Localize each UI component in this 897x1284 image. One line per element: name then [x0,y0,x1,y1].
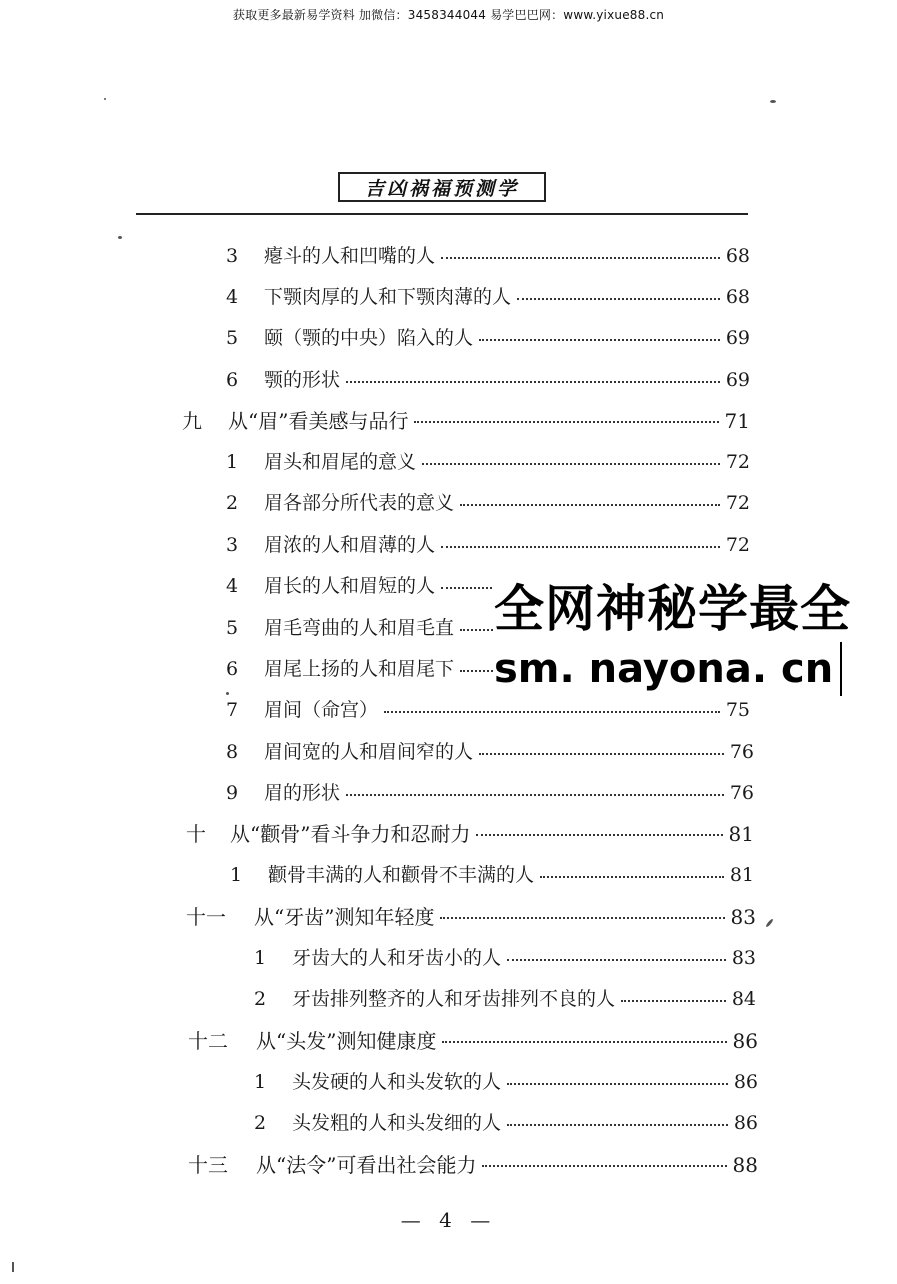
toc-entry[interactable] [226,778,754,808]
dot-leader [476,834,722,836]
toc-title: 瘪斗的人和凹嘴的人 [264,245,436,267]
toc-number: 6 [226,369,239,391]
toc-title: 眉浓的人和眉薄的人 [264,534,436,556]
toc-title: 牙齿大的人和牙齿小的人 [292,947,502,969]
toc-title: 牙齿排列整齐的人和牙齿排列不良的人 [292,988,616,1010]
scan-speck [226,692,229,695]
toc-title: 眉各部分所代表的意义 [264,492,455,514]
dot-leader [507,959,726,961]
toc-entry[interactable] [226,447,750,477]
toc-title: 眉尾上扬的人和眉尾下 [264,658,455,680]
toc-page: 84 [731,988,756,1010]
toc-number: 7 [226,699,239,721]
toc-title: 从“眉”看美感与品行 [228,409,409,433]
scan-speck [104,98,106,100]
toc-entry[interactable] [230,860,754,890]
toc-page: 76 [729,741,754,763]
toc-title: 颐（颚的中央）陷入的人 [264,327,474,349]
running-header-title: 吉凶祸福预测学 [338,172,546,202]
toc-page: 81 [729,864,754,886]
toc-entry[interactable] [254,1108,758,1138]
toc-number: 3 [226,534,239,556]
toc-title: 眉的形状 [264,782,341,804]
toc-page: 69 [725,369,750,391]
toc-page: 86 [732,1029,758,1053]
toc-title: 眉毛弯曲的人和眉毛直 [264,617,455,639]
scan-speck [770,100,776,103]
toc-title: 眉间（命宫） [264,699,379,721]
toc-title: 从“法令”可看出社会能力 [256,1153,477,1177]
toc-number: 4 [226,575,239,597]
dot-leader [517,298,720,300]
dot-leader [460,504,720,506]
scan-speck [118,236,122,239]
toc-section[interactable] [188,1149,758,1179]
toc-number: 1 [254,1071,267,1093]
toc-title: 眉头和眉尾的意义 [264,451,417,473]
top-banner: 获取更多最新易学资料 加微信：3458344044 易学巴巴网：www.yixue88.cn [232,8,665,22]
toc-number: 九 [182,409,202,433]
dot-leader [414,421,718,423]
dot-leader [441,257,720,259]
dot-leader [346,381,720,383]
toc-title: 从“颧骨”看斗争力和忍耐力 [230,822,471,846]
dot-leader [507,1124,728,1126]
toc-entry[interactable] [254,1067,758,1097]
toc-number: 6 [226,658,239,680]
dot-leader [346,794,724,796]
dot-leader [422,463,720,465]
dot-leader [621,1000,726,1002]
toc-title: 从“头发”测知健康度 [256,1029,437,1053]
dot-leader [479,339,720,341]
toc-title: 从“牙齿”测知年轻度 [254,905,435,929]
toc-number: 2 [226,492,239,514]
toc-entry[interactable] [226,365,750,395]
toc-entry[interactable] [226,241,750,271]
dot-leader [507,1083,728,1085]
toc-title: 眉长的人和眉短的人 [264,575,436,597]
toc-page: 86 [733,1112,758,1134]
toc-number: 1 [226,451,239,473]
toc-entry[interactable] [226,488,750,518]
toc-title: 颚的形状 [264,369,341,391]
dot-leader [440,917,724,919]
toc-entry[interactable] [226,282,750,312]
toc-page: 69 [725,327,750,349]
toc-page: 68 [725,286,750,308]
toc-entry[interactable] [226,737,754,767]
toc-title: 下颚肉厚的人和下颚肉薄的人 [264,286,512,308]
toc-number: 2 [254,988,267,1010]
toc-number: 十 [186,822,206,846]
toc-number: 2 [254,1112,267,1134]
toc-page: 76 [729,782,754,804]
toc-page: 83 [731,947,756,969]
toc-section[interactable] [186,901,756,931]
toc-page: 88 [732,1153,758,1177]
toc-number: 1 [230,864,243,886]
toc-number: 十三 [188,1153,228,1177]
toc-page: 72 [725,451,750,473]
toc-section[interactable] [186,818,754,848]
dot-leader [479,753,724,755]
watermark-title: 全网神秘学最全 [494,580,897,638]
toc-number: 1 [254,947,267,969]
toc-entry[interactable] [226,695,750,725]
toc-number: 十二 [188,1029,228,1053]
scan-speck [12,1262,14,1272]
toc-entry[interactable] [254,943,756,973]
toc-entry[interactable] [226,530,750,560]
dot-leader [441,546,720,548]
toc-number: 9 [226,782,239,804]
toc-page: 72 [725,492,750,514]
watermark-url: sm. nayona. cn [494,642,842,696]
toc-title: 头发粗的人和头发细的人 [292,1112,502,1134]
toc-page: 83 [730,905,756,929]
toc-entry[interactable] [254,984,756,1014]
toc-page: 81 [728,822,754,846]
toc-page: 75 [725,699,750,721]
toc-number: 3 [226,245,239,267]
page-number: — 4 — [400,1208,497,1232]
toc-number: 5 [226,617,239,639]
toc-page: 86 [733,1071,758,1093]
toc-number: 5 [226,327,239,349]
toc-page: 68 [725,245,750,267]
toc-section[interactable] [182,405,750,435]
toc-number: 十一 [186,905,226,929]
toc-section[interactable] [188,1025,758,1055]
toc-title: 眉间宽的人和眉间窄的人 [264,741,474,763]
toc-entry[interactable] [226,323,750,353]
toc-page: 71 [724,409,750,433]
dot-leader [384,711,720,713]
toc-number: 8 [226,741,239,763]
dot-leader [540,876,724,878]
dot-leader [442,1041,726,1043]
toc-number: 4 [226,286,239,308]
toc-title: 头发硬的人和头发软的人 [292,1071,502,1093]
dot-leader [482,1165,726,1167]
toc-title: 颧骨丰满的人和颧骨不丰满的人 [268,864,535,886]
toc-page: 72 [725,534,750,556]
